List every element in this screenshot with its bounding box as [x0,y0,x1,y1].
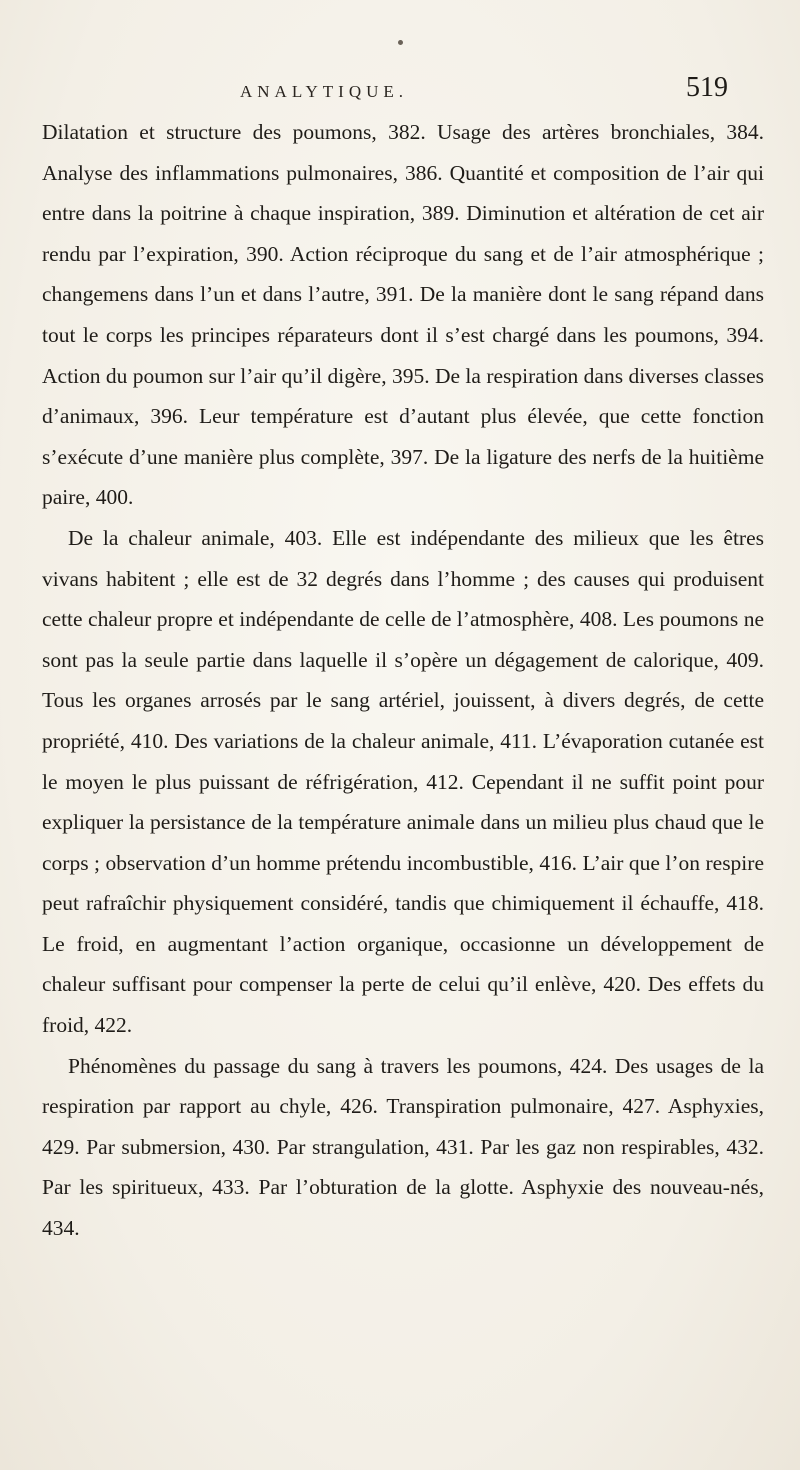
running-title: ANALYTIQUE. [240,82,409,101]
paragraph-asphyxies: Phénomènes du passage du sang à travers les poumons, 424. Des usages de la respiration par rapport au chyle, 426. Transpiration pulmonaire, 427. Asphyxies, 429. Par submersion, 430. Par strangulation, 431. Par les gaz non respirables, 432. Par les spiritueux, 433. Par l’obturation de la glotte. Asphyxie des nouveau-nés, 434. [42,1053,764,1241]
paragraph-respiration: Dilatation et structure des poumons, 382. Usage des artères bronchiales, 384. Analyse des inflammations pulmonaires, 386. Quantité et composition de l’air qui entre dans la poitrine à chaque inspiration, 389. Diminution et altération de cet air rendu par l’expiration, 390. Action réciproque du sang et de l’air atmosphérique ; changemens dans l’un et dans l’autre, 391. De la manière dont le sang répand dans tout le corps les principes réparateurs dont il s’est chargé dans les poumons, 394. Action du poumon sur l’air qu’il digère, 395. De la respiration dans diverses classes d’animaux, 396. Leur température est d’autant plus élevée, que cette fonction s’exécute d’une manière plus complète, 397. De la ligature des nerfs de la huitième paire, 400. [42,120,764,510]
page-number: 519 [686,72,728,103]
ink-speck [398,40,403,45]
paragraph-chaleur-animale: De la chaleur animale, 403. Elle est indépendante des milieux que les êtres vivans habitent ; elle est de 32 degrés dans l’homme ; des causes qui produisent cette chaleur propre et indépendante de celle de l’atmosphère, 408. Les poumons ne sont pas la seule partie dans laquelle il s’opère un dégagement de calorique, 409. Tous les organes arrosés par le sang artériel, jouissent, à divers degrés, de cette propriété, 410. Des variations de la chaleur animale, 411. L’évaporation cutanée est le moyen le plus puissant de réfrigération, 412. Cependant il ne suffit point pour expliquer la persistance de la température animale dans un milieu plus chaud que le corps ; observation d’un homme prétendu incombustible, 416. L’air que l’on respire peut rafraîchir physiquement considéré, tandis que chimiquement il échauffe, 418. Le froid, en augmentant l’action organique, occasionne un développement de chaleur suffisant pour compenser la perte de celui qu’il enlève, 420. Des effets du froid, 422. [42,525,764,1038]
body-text [42,112,764,1249]
